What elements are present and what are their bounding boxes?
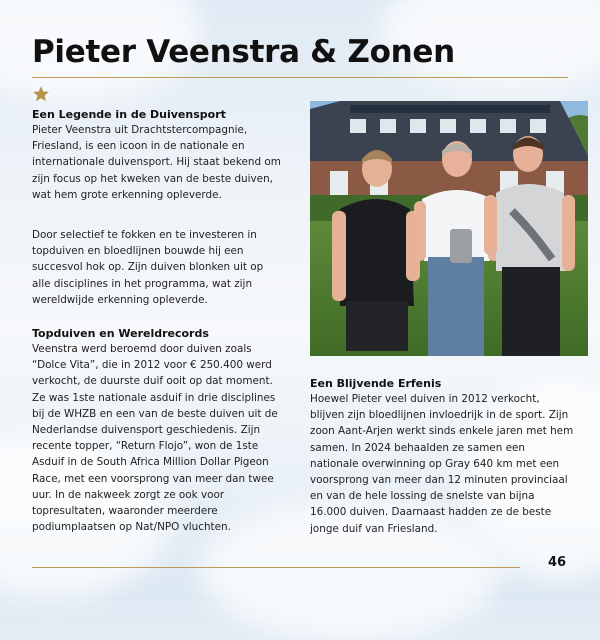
paragraph-legend-2: Door selectief te fokken en te investeren in topduiven en bloedlijnen bouwde hij een succesvol hok op. Zijn duiven blonken uit op alle disciplines in het programma, wat zijn wereldwijde erkenning opleverde. (32, 229, 264, 306)
section-heading-legend: Een Legende in de Duivensport (32, 108, 226, 121)
team-photo-illustration (310, 101, 588, 356)
star-icon (32, 85, 50, 103)
section-heading-legacy: Een Blijvende Erfenis (310, 377, 442, 390)
page-title: Pieter Veenstra & Zonen (32, 34, 455, 70)
team-photo (310, 101, 588, 356)
paragraph-legend-1: Pieter Veenstra uit Drachtstercompagnie, Friesland, is een icoon in de nationale en internationale duivensport. Hij staat bekend om zijn focus op het kweken van de beste duiven, wat hem grote erkenning opleverde. (32, 124, 281, 201)
title-divider (32, 77, 568, 78)
page-number: 46 (548, 555, 567, 570)
paragraph-records: Veenstra werd beroemd door duiven zoals “Dolce Vita”, die in 2012 voor € 250.400 werd verkocht, de duurste duif ooit op dat moment. Ze was 1ste nationale asduif in drie disciplines bij de WHZB en een van de beste duiven uit de Nederlandse duivensport geschiedenis. Zijn recente topper, “Return Flojo”, won de 1ste Asduif in de South Africa Million Dollar Pigeon Race, met een voorsprong van meer dan twee uur. In de nakweek zorgt ze ook voor topresultaten, waaronder meerdere podiumplaatsen op Nat/NPO vluchten. (32, 343, 278, 534)
paragraph-legacy: Hoewel Pieter veel duiven in 2012 verkocht, blijven zijn bloedlijnen invloedrijk in de sport. Zijn zoon Aant-Arjen werkt sinds enkele jaren met hem samen. In 2024 behaalden ze samen een nationale overwinning op Gray 640 km met een voorsprong van meer dan 12 minuten provinciaal en van de hele lossing de snelste van bijna 16.000 duiven. Daarnaast hadden ze de beste jonge duif van Friesland. (310, 393, 574, 535)
footer-divider (32, 567, 520, 568)
section-heading-records: Topduiven en Wereldrecords (32, 327, 209, 340)
